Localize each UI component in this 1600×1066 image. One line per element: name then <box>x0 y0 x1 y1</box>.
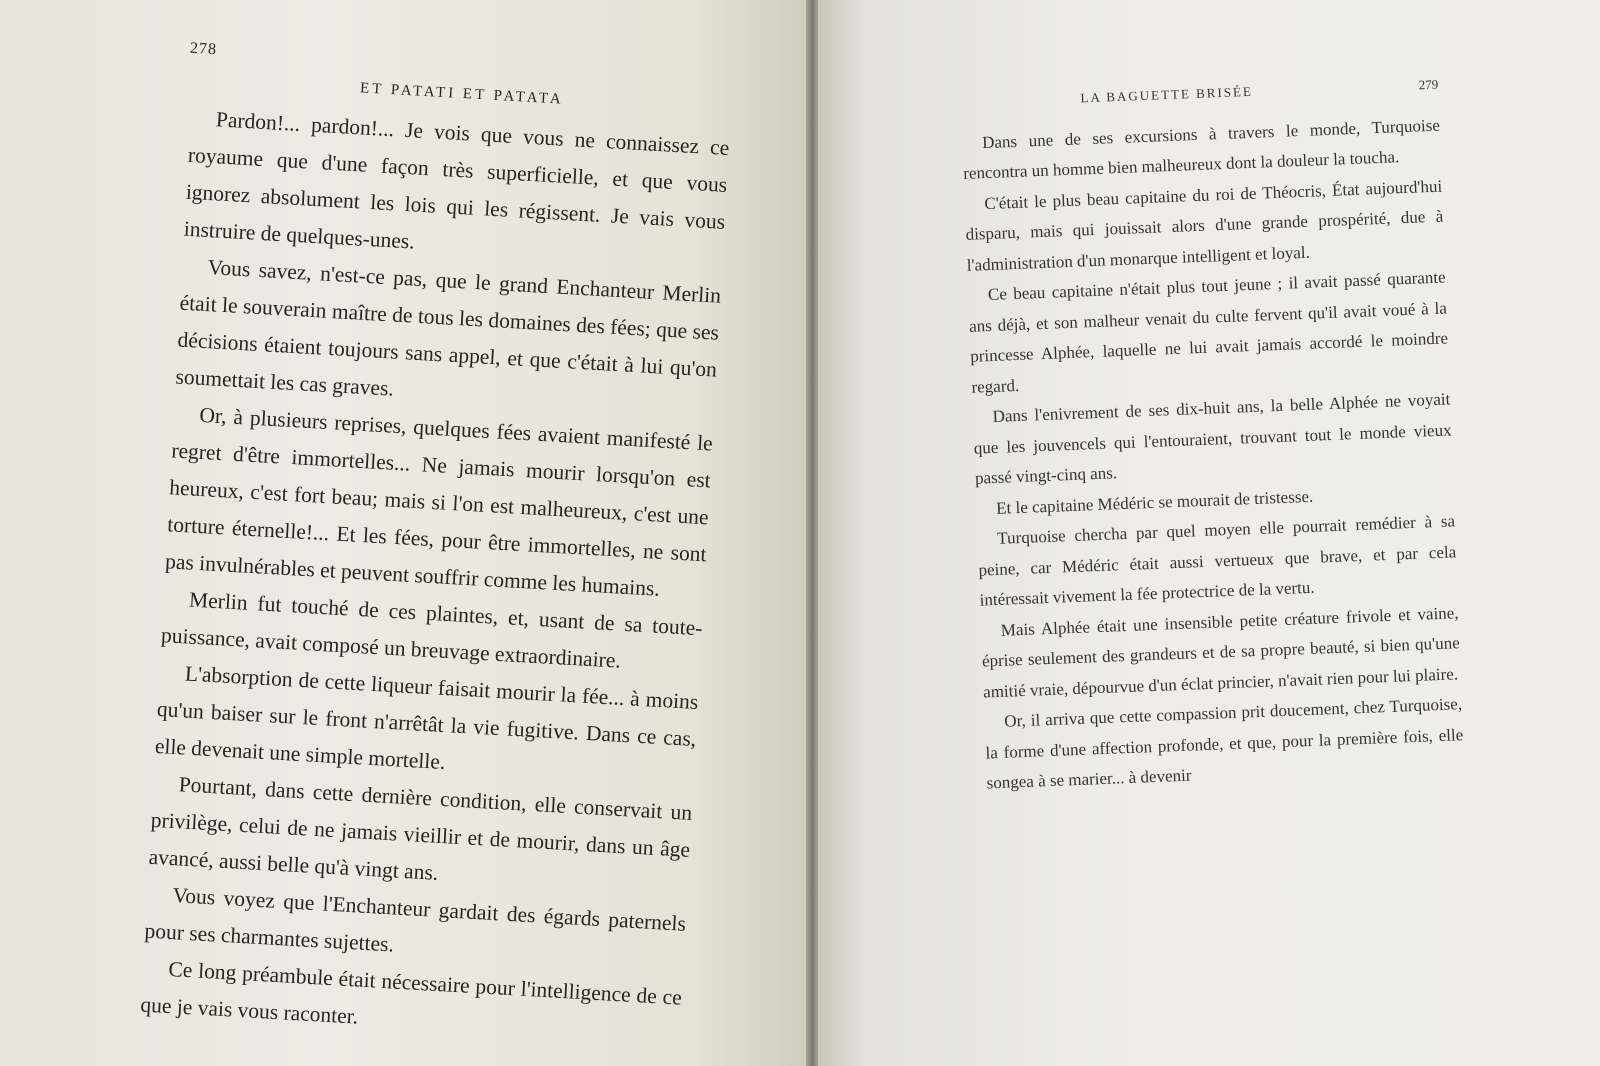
paragraph: Pourtant, dans cette dernière condition, elle conservait un privilège, celui de ne jamais vieillir et de mourir, dans un âge avancé, aussi belle qu'à vingt ans. <box>148 772 693 885</box>
paragraph: Or, il arriva que cette compassion prit doucement, chez Turquoise, la forme d'une affection profonde, et que, pour la première fois, elle songea à se marier... à devenir <box>985 694 1464 793</box>
paragraph: Or, à plusieurs reprises, quelques fées avaient manifesté le regret d'être immortelles... Ne jamais mourir lorsqu'on est heureux, c'est fort beau; mais si l'on est malheureux, c'est une torture éternelle!... Et les fées, pour être immortelles, ne sont pas invulnérables et peuvent souffrir comme les humains. <box>164 402 714 601</box>
paragraph: Pardon!... pardon!... Je vois que vous ne connaissez ce royaume que d'une façon très superficielle, et que vous ignorez absolument les lois qui les régissent. Je vais vous instruire de quelques-unes. <box>183 107 730 254</box>
right-page-number: 279 <box>1418 76 1439 93</box>
paragraph: Vous voyez que l'Enchanteur gardait des égards paternels pour ses charmantes sujettes. <box>143 883 687 957</box>
left-running-head: ET PATATI ET PATATA <box>359 80 565 108</box>
paragraph: Ce beau capitaine n'était plus tout jeune ; il avait passé quarante ans déjà, et son malheur venait du culte fervent qu'il avait voué à la princesse Alphée, laquelle ne lui avait jamais accordé le moindre regard. <box>968 267 1449 397</box>
paragraph: Ce long préambule était nécessaire pour l'intelligence de ce que je vais vous raconter. <box>139 957 683 1029</box>
paragraph: Dans l'enivrement de ses dix-huit ans, la belle Alphée ne voyait que les jouvencels qui l'entouraient, trouvant tout le monde vieux passé vingt-cinq ans. <box>973 389 1452 488</box>
left-page-text <box>139 30 734 1054</box>
paragraph: Dans une de ses excursions à travers le monde, Turquoise rencontra un homme bien malheureux dont la douleur la toucha. <box>962 115 1441 183</box>
paragraph: Merlin fut touché de ces plaintes, et, usant de sa toute-puissance, avait composé un breuvage extraordinaire. <box>160 587 704 673</box>
paragraph: C'était le plus beau capitaine du roi de Théocris, État aujourd'hui disparu, mais qui jouissait alors d'une grande prospérité, due à l'administration d'un monarque intelligent et loyal. <box>965 176 1444 275</box>
paragraph: Mais Alphée était une insensible petite créature frivole et vaine, éprise seulement des grandeurs et de sa propre beauté, si bien qu'une amitié vraie, dépourvue d'un éclat princier, n'avait rien pour lui plaire. <box>981 602 1461 702</box>
left-page-number: 278 <box>189 39 218 59</box>
right-running-head: LA BAGUETTE BRISÉE <box>1080 83 1254 106</box>
paragraph: Et le capitaine Médéric se mourait de tristesse. <box>995 486 1314 518</box>
paragraph: Turquoise chercha par quel moyen elle pourrait remédier à sa peine, car Médéric était aussi vertueux que brave, et par cela intéressait vivement la fée protectrice de la vertu. <box>978 511 1457 610</box>
right-page-text <box>960 70 1465 799</box>
paragraph: Vous savez, n'est-ce pas, que le grand Enchanteur Merlin était le souverain maître de tous les domaines des fées; que ses décisions étaient toujours sans appel, et que c'était à lui qu'on soumettait les cas graves. <box>174 255 722 401</box>
paragraph: L'absorption de cette liqueur faisait mourir la fée... à moins qu'un baiser sur le front n'arrêtât la vie fugitive. Dans ce cas, elle devenait une simple mortelle. <box>154 661 699 775</box>
